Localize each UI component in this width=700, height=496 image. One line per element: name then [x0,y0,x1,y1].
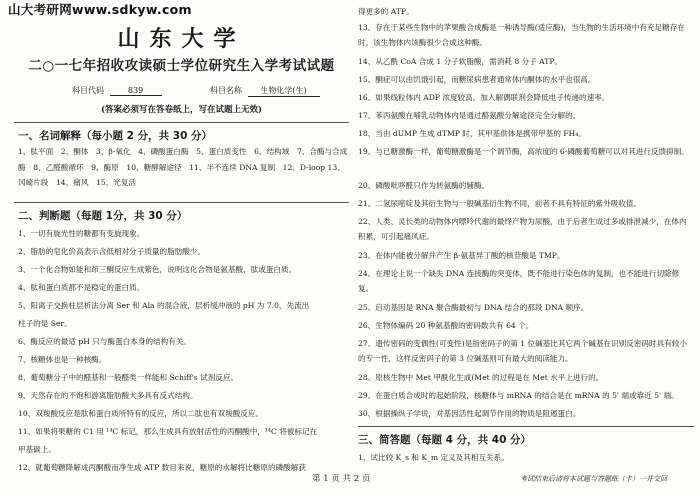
subject-name-value: 生物化学(生) [248,85,320,97]
question-item: 7、核糖体也是一种核酶。 [18,355,107,364]
question-item: 16、如果线粒体内 ADP 浓度较高，加入解偶联剂会降低电子传递的速率。 [358,93,610,102]
question-item: 14、从乙酰 CoA 合成 1 分子软脂酸，需消耗 8 分子 ATP。 [358,57,563,66]
question-item: 18、当由 dUMP 生成 dTMP 时，其甲基供体是携带甲基的 FH₄。 [358,129,586,138]
section-1-heading: 一、名词解释（每小题 2 分，共 30 分） [18,130,213,142]
subject-code-label: 科目代码 [72,86,104,95]
divider [358,426,694,427]
question-item: 10、双羧酸反应是肽和蛋白质所特有的反应，所以二肽也有双羧酸反应。 [18,409,264,418]
question-item: 20、磷酸吡哆醛只作为转氨酶的辅酶。 [358,181,490,190]
section-1-terms: 1、肽平面 2、酮体 3、β-氧化 4、磷酸蛋白酶 5、蛋白质变性 6、结构域 7、合酶与合成酶 8、乙醛酸循环 9、酶原 10、糖酵解途径 11、半不连续 DNA 复制 12、D-loop 13、冈崎片段 14、痛风 15、光复活 [18,147,348,188]
question-item: 8、葡萄糖分子中的醛基和一般醛类一样能和 Schiff's 试剂反应。 [18,373,239,382]
divider [14,122,349,123]
question-item: 柱子的是 Ser。 [18,319,72,328]
page-number: 第 1 页 共 2 页 [312,474,371,484]
subject-name [210,85,320,97]
left-column [14,14,349,472]
question-item: 27、遗传密码的变偶性(可变性)是指密码子的第 1 位碱基比其它两个碱基在识别反密码时具有较小的专一性，这样反密码子的第 3 位碱基则可有最大的阅读能力。 [358,339,687,364]
question-item: 19、与已糖激酶一样，葡萄糖激酶是一个调节酶，高浓度的 6-磷酸葡萄糖可以对其进行反馈抑制。 [358,147,689,156]
question-item: 13、存在于某些生物中的苹果酸合成酶是一种诱导酶(适应酶)，当生物的生活环境中有充足糖存在时，该生物体内该酶很少合成这种酶。 [358,23,685,48]
question-item: 9、天然存在的不饱和游离脂肪酸大多具有反式结构。 [18,391,198,400]
question-item: 29、在蛋白质合成时的起始阶段，核糖体与 mRNA 的结合是在 mRNA 的 5' 端或靠近 5' 端。 [358,391,679,400]
question-item: 15、酮症可以由饥饿引起，而糖尿病患者通常体内酮体的水平也很高。 [358,75,596,84]
section-2-heading: 二、判断题（每题 1分，共 30 分） [18,210,188,222]
question-item: 6、酶反应的最适 pH 只与酶蛋白本身的结构有关。 [18,337,192,346]
section-3-heading: 三、简答题（每题 4 分，共 40 分） [358,434,532,446]
question-item: 24、在理论上说一个缺失 DNA 连接酶的突变体，既不能进行染色体的复制，也不能进行切除修复。 [358,269,680,294]
question-item: 11、如果将果糖的 C1 用 ¹⁴C 标记，那么生成具有放射活性的丙酮酸中，¹⁴C 将被标记在 [18,427,318,436]
watermark: 山大考研网www.sdkyw.com [8,2,192,17]
question-item: 1、一切有旋光性的糖都有变旋现象。 [18,229,145,238]
question-item: 3、一个化合物如能和茚三酮反应生成紫色，说明这化合物是氨基酸、肽或蛋白质。 [18,265,297,274]
subject-name-label: 科目名称 [210,86,242,95]
footer-note: 考试结束后请将本试题与答题纸（卡）一并交回 [520,475,667,483]
subject-code [72,85,162,96]
exam-title: 二○一七年招收攻读硕士学位研究生入学考试试题 [28,58,335,74]
question-item: 22、人类、灵长类的动物体内嘌呤代谢的最终产物为尿酸，由于后者生成过多或排泄减少，在体内积累，可引起痛风症。 [358,217,687,242]
subject-code-value: 839 [110,86,162,96]
question-item: 得更多的 ATP。 [358,7,414,16]
question-item: 2、脂肪的皂化价高表示含低相对分子质量的脂肪酸少。 [18,247,206,256]
answer-notice: (答案必须写在答卷纸上，写在试题上无效) [100,105,263,115]
question-item: 23、在体内能被分解并产生 β-氨基异丁酸的核苷酸是 TMP。 [358,251,565,260]
question-item: 12、就葡萄糖降解成丙酮酸而净生成 ATP 数目来说，糖原的水解将比糖原的磷酸解获 [18,463,306,472]
question-item: 4、肽和蛋白质都不是稳定的蛋白质。 [18,283,145,292]
question-item: 28、原核生物中 Met 甲酰化生成(Met 的过程是在 Met 水平上进行的。 [358,373,604,382]
divider [14,202,349,203]
university-title: 山东大学 [117,26,246,52]
question-item: 26、生物体编码 20 种氨基酸的密码数共有 64 个。 [358,321,534,330]
question-item: 1、试比较 K_s 和 K_m 定义及其相互关系。 [358,453,509,462]
question-item: 21、二氢尿嘧啶及其衍生物与一般碱基衍生物不同，前者不具有特征的紫外吸收值。 [358,199,642,208]
question-item: 甲基碳上。 [18,445,56,454]
question-item: 5、阳离子交换柱层析法分离 Ser 和 Ala 的混合液，层析缓冲液的 pH 为 7.0，先流出 [18,301,310,310]
question-item: 30、根据操纵子学说，对基因活性起调节作用的物质是阻遏蛋白。 [358,409,581,418]
question-item: 25、启动基因是 RNA 聚合酶最初与 DNA 结合的那段 DNA 顺序。 [358,303,589,312]
question-item: 17、苯丙氨酸在哺乳动物体内是通过酪氨酸分解途径完全分解的。 [358,111,581,120]
right-column [358,4,696,466]
